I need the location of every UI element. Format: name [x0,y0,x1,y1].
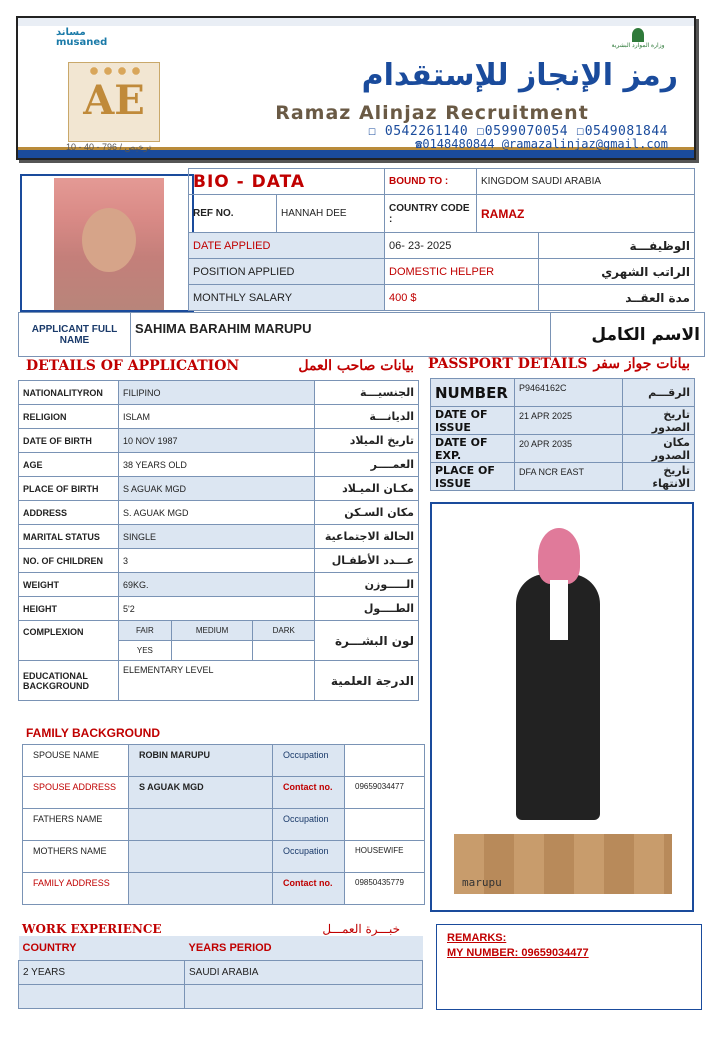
agency-email: ☎0148480844 @ramazalinjaz@gmail.com [415,137,668,151]
work-row [19,960,423,984]
complexion-medium: MEDIUM [171,621,253,641]
family-label: MOTHERS NAME [23,841,129,873]
passport-label-arabic: الرقـــم [623,379,695,407]
detail-label: NO. OF CHILDREN [19,549,119,573]
family-value [129,873,273,905]
passport-value: DFA NCR EAST [515,463,623,491]
detail-label-arabic: تاريخ الميلاد [315,429,419,453]
ministry-logo: وزارة الموارد البشرية [608,28,668,52]
family-row [23,745,425,777]
agency-logo: AE [68,62,160,142]
bound-to-value: KINGDOM SAUDI ARABIA [477,169,695,195]
bio-title: BIO - DATA [189,169,385,195]
education-label-arabic: الدرجة العلمية [315,661,419,701]
license-number: 10 - 40 - 796 / ترخيص [66,142,152,152]
details-table [18,380,419,701]
family-row [23,777,425,809]
family-value [129,841,273,873]
family-key: Occupation [273,745,345,777]
salary-label-arabic: الراتب الشهري [539,259,695,285]
family-key-value: 09659034477 [345,777,425,809]
work-cell-a [19,984,185,1008]
salary-value: 400 $ [385,285,539,311]
detail-value: 69KG. [119,573,315,597]
detail-value: 10 NOV 1987 [119,429,315,453]
detail-row [19,381,419,405]
family-row [23,841,425,873]
work-title-arabic: خبـــرة العمـــل [322,922,400,936]
detail-row [19,477,419,501]
detail-label-arabic: الديانـــة [315,405,419,429]
work-cell-b [185,984,423,1008]
contract-label-arabic: مدة العقــد [539,285,695,311]
family-title: FAMILY BACKGROUND [26,726,161,740]
bio-data-table [188,168,695,311]
passport-title-arabic: بيانات جواز سفر [593,356,690,372]
detail-label-arabic: مكان السـكن [315,501,419,525]
musaned-logo: مساند musaned [56,27,108,48]
work-col-country: COUNTRY [19,936,185,960]
passport-title: PASSPORT DETAILS [428,356,588,372]
passport-label-arabic: تاريخ الصدور [623,407,695,435]
education-label: EDUCATIONAL BACKGROUND [19,661,119,701]
detail-label: MARITAL STATUS [19,525,119,549]
detail-label-arabic: مكـان الميـلاد [315,477,419,501]
family-key-value [345,809,425,841]
detail-value: S. AGUAK MGD [119,501,315,525]
passport-value: 21 APR 2025 [515,407,623,435]
detail-row [19,573,419,597]
detail-value: SINGLE [119,525,315,549]
passport-row [431,407,695,435]
date-applied-label: DATE APPLIED [189,233,385,259]
date-applied-value: 06- 23- 2025 [385,233,539,259]
country-code-label: COUNTRY CODE : [385,195,477,233]
family-table [22,744,425,905]
work-col-years: YEARS PERIOD [185,936,423,960]
detail-label-arabic: الجنسيـــة [315,381,419,405]
photo-caption: marupu [462,876,502,889]
family-key-value [345,745,425,777]
complexion-fair-mark: YES [119,641,172,661]
detail-label-arabic: عـــدد الأطفـال [315,549,419,573]
complexion-dark: DARK [253,621,315,641]
applicant-name-table [18,312,705,357]
detail-value: 38 YEARS OLD [119,453,315,477]
ref-value: HANNAH DEE [277,195,385,233]
passport-value: 20 APR 2035 [515,435,623,463]
family-label: SPOUSE NAME [23,745,129,777]
work-cell-b: SAUDI ARABIA [185,960,423,984]
passport-row [431,463,695,491]
family-label: FATHERS NAME [23,809,129,841]
detail-row [19,597,419,621]
agency-title-arabic: رمز الإنجاز للإستقدام [361,58,678,93]
detail-value: FILIPINO [119,381,315,405]
detail-label-arabic: الطــــول [315,597,419,621]
detail-row [19,429,419,453]
family-value: S AGUAK MGD [129,777,273,809]
work-row [19,984,423,1008]
remarks-number: MY NUMBER: 09659034477 [447,947,589,959]
applicant-label-arabic: الاسم الكامل [551,313,705,357]
passport-row [431,379,695,407]
passport-label-arabic: تاريخ الانتهاء [623,463,695,491]
detail-label-arabic: الـــــوزن [315,573,419,597]
detail-row [19,405,419,429]
passport-value: P9464162C [515,379,623,407]
details-title: DETAILS OF APPLICATION [26,358,240,374]
family-key: Contact no. [273,777,345,809]
family-key: Occupation [273,809,345,841]
passport-table [430,378,695,491]
detail-label: RELIGION [19,405,119,429]
family-value [129,809,273,841]
passport-label-arabic: مكان الصدور [623,435,695,463]
detail-label: AGE [19,453,119,477]
passport-row [431,435,695,463]
applicant-headshot [20,174,194,312]
family-label: FAMILY ADDRESS [23,873,129,905]
detail-label: PLACE OF BIRTH [19,477,119,501]
detail-label-arabic: العمــــر [315,453,419,477]
applicant-label: APPLICANT FULL NAME [19,313,131,357]
position-label: POSITION APPLIED [189,259,385,285]
detail-row [19,453,419,477]
family-row [23,873,425,905]
detail-row [19,501,419,525]
detail-value: S AGUAK MGD [119,477,315,501]
agency-title-english: Ramaz Alinjaz Recruitment [275,102,589,124]
detail-row [19,525,419,549]
complexion-label: COMPLEXION [19,621,119,661]
bound-to-label: BOUND TO : [385,169,477,195]
work-table [18,936,423,1009]
passport-label: DATE OF EXP. [431,435,515,463]
passport-label: DATE OF ISSUE [431,407,515,435]
work-title: WORK EXPERIENCE [22,922,162,936]
detail-label: HEIGHT [19,597,119,621]
agency-phones: ☐ 0542261140 ☐0599070054 ☐0549081844 [368,124,668,139]
salary-label: MONTHLY SALARY [189,285,385,311]
education-value: ELEMENTARY LEVEL [119,661,315,701]
family-key: Occupation [273,841,345,873]
work-cell-a: 2 YEARS [19,960,185,984]
passport-label: PLACE OF ISSUE [431,463,515,491]
complexion-fair: FAIR [119,621,172,641]
country-code-value: RAMAZ [477,195,695,233]
detail-label: DATE OF BIRTH [19,429,119,453]
complexion-label-arabic: لون البشـــرة [315,621,419,661]
family-label: SPOUSE ADDRESS [23,777,129,809]
detail-value: ISLAM [119,405,315,429]
job-label-arabic: الوظيفـــة [539,233,695,259]
ref-label: REF NO. [189,195,277,233]
detail-label: WEIGHT [19,573,119,597]
detail-row [19,549,419,573]
detail-label-arabic: الحالة الاجتماعية [315,525,419,549]
remarks-box [436,924,702,1010]
remarks-label: REMARKS: [447,932,507,944]
family-value: ROBIN MARUPU [129,745,273,777]
agency-header [16,16,696,160]
family-row [23,809,425,841]
detail-value: 5'2 [119,597,315,621]
detail-label: ADDRESS [19,501,119,525]
position-value: DOMESTIC HELPER [385,259,539,285]
detail-value: 3 [119,549,315,573]
family-key-value: 09850435779 [345,873,425,905]
applicant-full-photo [430,502,694,912]
details-title-arabic: بيانات صاحب العمل [298,358,414,374]
family-key-value: HOUSEWIFE [345,841,425,873]
passport-label: NUMBER [431,379,515,407]
family-key: Contact no. [273,873,345,905]
detail-label: NATIONALITYRON [19,381,119,405]
applicant-name: SAHIMA BARAHIM MARUPU [131,313,551,357]
